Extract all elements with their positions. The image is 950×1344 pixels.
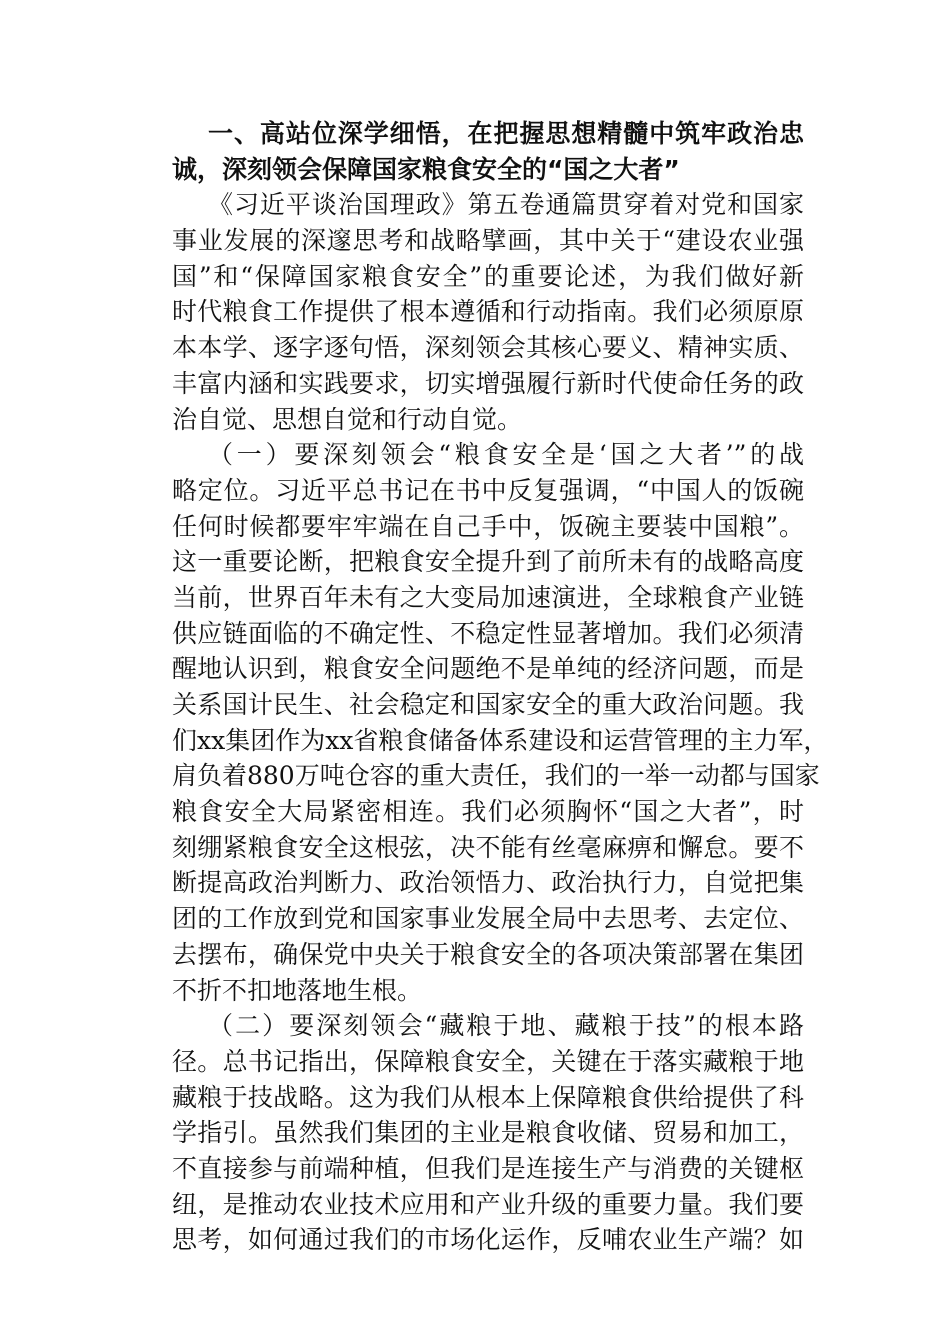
paragraph-line: 这一重要论断，把粮食安全提升到了前所未有的战略高度 [172,547,804,577]
paragraph-line: 当前，世界百年未有之大变局加速演进，全球粮食产业链 [172,582,804,612]
paragraph-line: 供应链面临的不确定性、不稳定性显著增加。我们必须清 [172,618,804,648]
paragraph-line: 断提高政治判断力、政治领悟力、政治执行力，自觉把集 [172,868,804,898]
paragraph-line: 治自觉、思想自觉和行动自觉。 [172,404,523,434]
paragraph-line: 《习近平谈治国理政》第五卷通篇贯穿着对党和国家 [208,190,804,220]
paragraph-line: 纽，是推动农业技术应用和产业升级的重要力量。我们要 [172,1189,804,1219]
paragraph-line: 任何时候都要牢牢端在自己手中，饭碗主要装中国粮”。 [172,511,804,541]
paragraph-line: 藏粮于技战略。这为我们从根本上保障粮食供给提供了科 [172,1082,804,1112]
paragraph [172,437,829,1008]
paragraph-line: 本本学、逐字逐句悟，深刻领会其核心要义、精神实质、 [172,333,804,363]
paragraph-line: 国”和“保障国家粮食安全”的重要论述，为我们做好新 [172,261,804,291]
heading-line: 一、高站位深学细悟，在把握思想精髓中筑牢政治忠 [208,119,804,148]
heading-line: 诚，深刻领会保障国家粮食安全的“国之大者” [172,154,680,184]
paragraph-line: （二）要深刻领会“藏粮于地、藏粮于技”的根本路 [208,1011,804,1041]
paragraph-line: 团的工作放到党和国家事业发展全局中去思考、去定位、 [172,904,804,934]
document-body [172,187,829,1258]
paragraph-line: 径。总书记指出，保障粮食安全，关键在于落实藏粮于地 [172,1046,804,1076]
paragraph-line: 肩负着880万吨仓容的重大责任，我们的一举一动都与国家 [172,761,820,791]
paragraph-line: 关系国计民生、社会稳定和国家安全的重大政治问题。我 [172,690,804,719]
paragraph-line: 学指引。虽然我们集团的主业是粮食收储、贸易和加工， [172,1118,804,1148]
paragraph-line: 时代粮食工作提供了根本遵循和行动指南。我们必须原原 [172,297,804,327]
paragraph-line: 丰富内涵和实践要求，切实增强履行新时代使命任务的政 [172,368,804,398]
paragraph-line: 醒地认识到，粮食安全问题绝不是单纯的经济问题，而是 [172,654,804,684]
paragraph-line: 略定位。习近平总书记在书中反复强调，“中国人的饭碗 [172,475,804,505]
paragraph-line: 们xx集团作为xx省粮食储备体系建设和运营管理的主力军， [172,725,829,755]
paragraph-line: 事业发展的深邃思考和战略擘画，其中关于“建设农业强 [172,226,804,256]
paragraph [172,1008,804,1258]
document-page [172,116,829,1258]
paragraph-line: （一）要深刻领会“粮食安全是‘国之大者’”的战 [208,440,804,470]
paragraph [172,187,804,437]
paragraph-line: 刻绷紧粮食安全这根弦，决不能有丝毫麻痹和懈怠。要不 [172,832,804,862]
paragraph-line: 去摆布，确保党中央关于粮食安全的各项决策部署在集团 [172,939,804,969]
paragraph-line: 思考，如何通过我们的市场化运作，反哺农业生产端？如 [172,1225,804,1255]
section-heading [172,116,804,187]
paragraph-line: 不直接参与前端种植，但我们是连接生产与消费的关键枢 [172,1153,804,1183]
paragraph-line: 不折不扣地落地生根。 [172,975,423,1005]
paragraph-line: 粮食安全大局紧密相连。我们必须胸怀“国之大者”，时 [172,797,804,827]
